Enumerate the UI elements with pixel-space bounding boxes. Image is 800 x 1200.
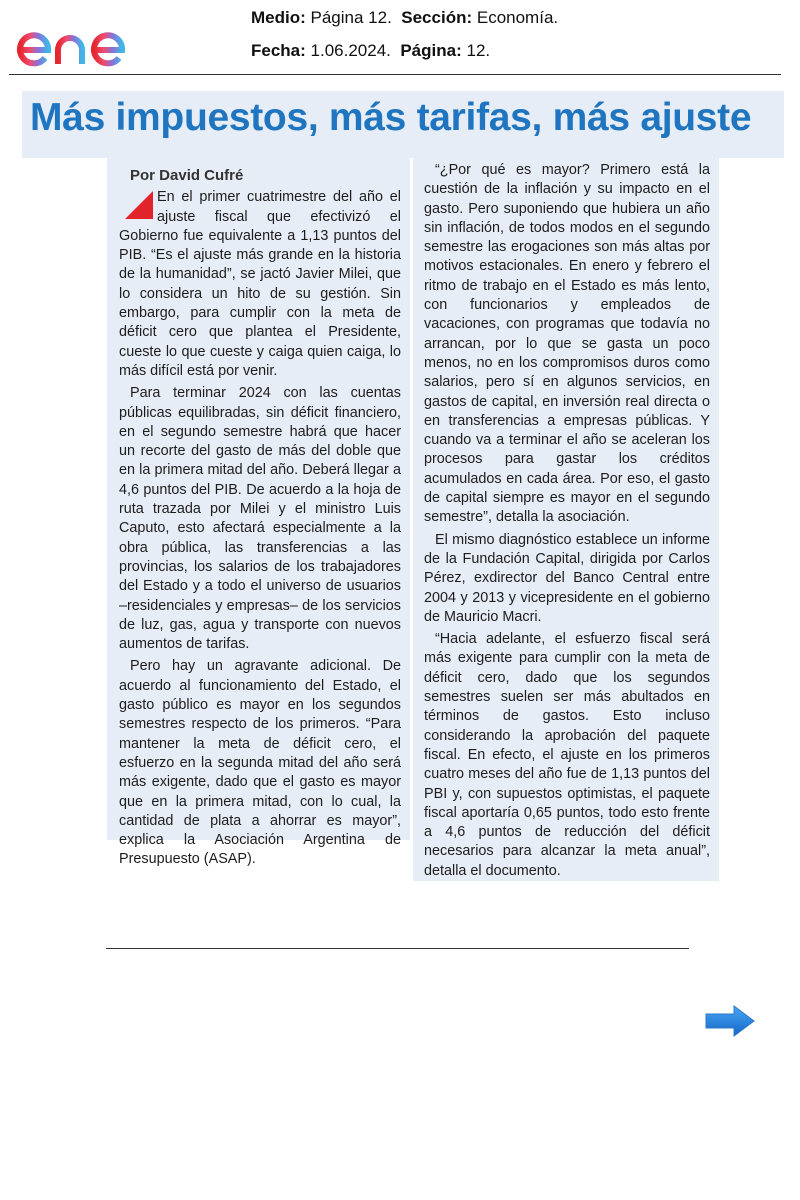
article-column-right <box>413 158 719 881</box>
pagina-label: Página: <box>400 41 462 60</box>
article-paragraph: “¿Por qué es mayor? Primero está la cuestión de la inflación y su impacto en el gasto. Pero suponiendo que hubiera un año sin inflación, de todos modos en el segundo semestre las erogaciones son más altas por motivos estacionales. En enero y febrero el ritmo de trabajo en el Estado es más lento, con funcionarios y empleados de vacaciones, con programas que todavía no arrancan, por lo que se gasta un poco menos, no en los compromisos duros como salarios, pero sí en algunos servicios, en gastos de capital, en inversión real directa o en transferencias a empresas públicas. Y cuando va a terminar el año se aceleran los procesos para gastar los créditos acumulados en cada área. Por eso, el gasto de capital siempre es mayor en el segundo semestre”, detalla la asociación. <box>424 162 710 526</box>
fecha-label: Fecha: <box>251 41 306 60</box>
medio-label: Medio: <box>251 8 306 27</box>
byline: Por David Cufré <box>130 167 244 184</box>
footer-divider <box>106 948 689 949</box>
article-paragraph: Para terminar 2024 con las cuentas públicas equilibradas, sin déficit financiero, en el segundo semestre habrá que hacer un recorte del gasto de más del doble que en la primera mitad del año. Deberá llegar a 4,6 puntos del PIB. De acuerdo a la hoja de ruta trazada por Milei y el ministro Luis Caputo, esto afectará especialmente a la obra pública, las transferencias a las provincias, los salarios de los trabajadores del Estado y a todo el universo de usuarios –residenciales y empresas– de los servicios de luz, gas, agua y transporte con nuevos aumentos de tarifas. <box>119 385 401 653</box>
article-column-left <box>107 158 410 868</box>
pagina-value: 12. <box>466 41 491 60</box>
red-triangle-icon <box>119 191 153 219</box>
article-paragraph: Pero hay un agravante adicional. De acuerdo al funcionamiento del Estado, el gasto público es mayor en los segundos semestres respecto de los primeros. “Para mantener la meta de déficit cero, el esfuerzo en la segunda mitad del año será más exigente, dado que el gasto es mayor que en la primera mitad, con lo cual, la cantidad de plata a ahorrar es mayor”, explica la Asociación Argentina de Presupuesto (ASAP). <box>119 658 401 868</box>
medio-value: Página 12. <box>310 8 392 27</box>
seccion-label: Sección: <box>401 8 473 27</box>
seccion-value: Economía. <box>476 8 559 27</box>
fecha-value: 1.06.2024. <box>310 41 391 60</box>
article-paragraph: El mismo diagnóstico establece un informe de la Fundación Capital, dirigida por Carlos Pérez, exdirector del Banco Central entre 2004 y 2013 y vicepresidente en el gobierno de Mauricio Macri. <box>424 531 710 625</box>
header-divider <box>9 74 781 75</box>
article-headline: Más impuestos, más tarifas, más ajuste <box>30 96 752 139</box>
article-paragraph <box>119 188 401 381</box>
arrow-right-icon[interactable] <box>704 1004 756 1038</box>
article-paragraph: “Hacia adelante, el esfuerzo fiscal será más exigente para cumplir con la meta de déficit cero, dado que los segundos semestres suelen ser más abultados en términos de gastos. Esto incluso considerando la aprobación del paquete fiscal. En efecto, el ajuste en los primeros cuatro meses del año fue de 1,13 puntos del PBI y, con supuestos optimistas, el paquete fiscal aportaría 0,65 puntos, todo esto frente a 4,6 puntos de reducción del déficit necesarios para alcanzar la meta anual”, detalla el documento. <box>424 631 710 879</box>
enel-logo <box>14 8 184 72</box>
meta-line-medio <box>251 8 558 28</box>
meta-line-fecha <box>251 41 490 61</box>
paragraph-text: En el primer cuatrimestre del año el ajuste fiscal que efectivizó el Gobierno fue equivalente a 1,13 puntos del PIB. “Es el ajuste más grande en la historia de la humanidad”, se jactó Javier Milei, que lo considera un hito de su gestión. Sin embargo, para cumplir con la meta de déficit cero que plantea el Presidente, cueste lo que cueste y caiga quien caiga, lo más difícil está por venir. <box>119 189 401 379</box>
